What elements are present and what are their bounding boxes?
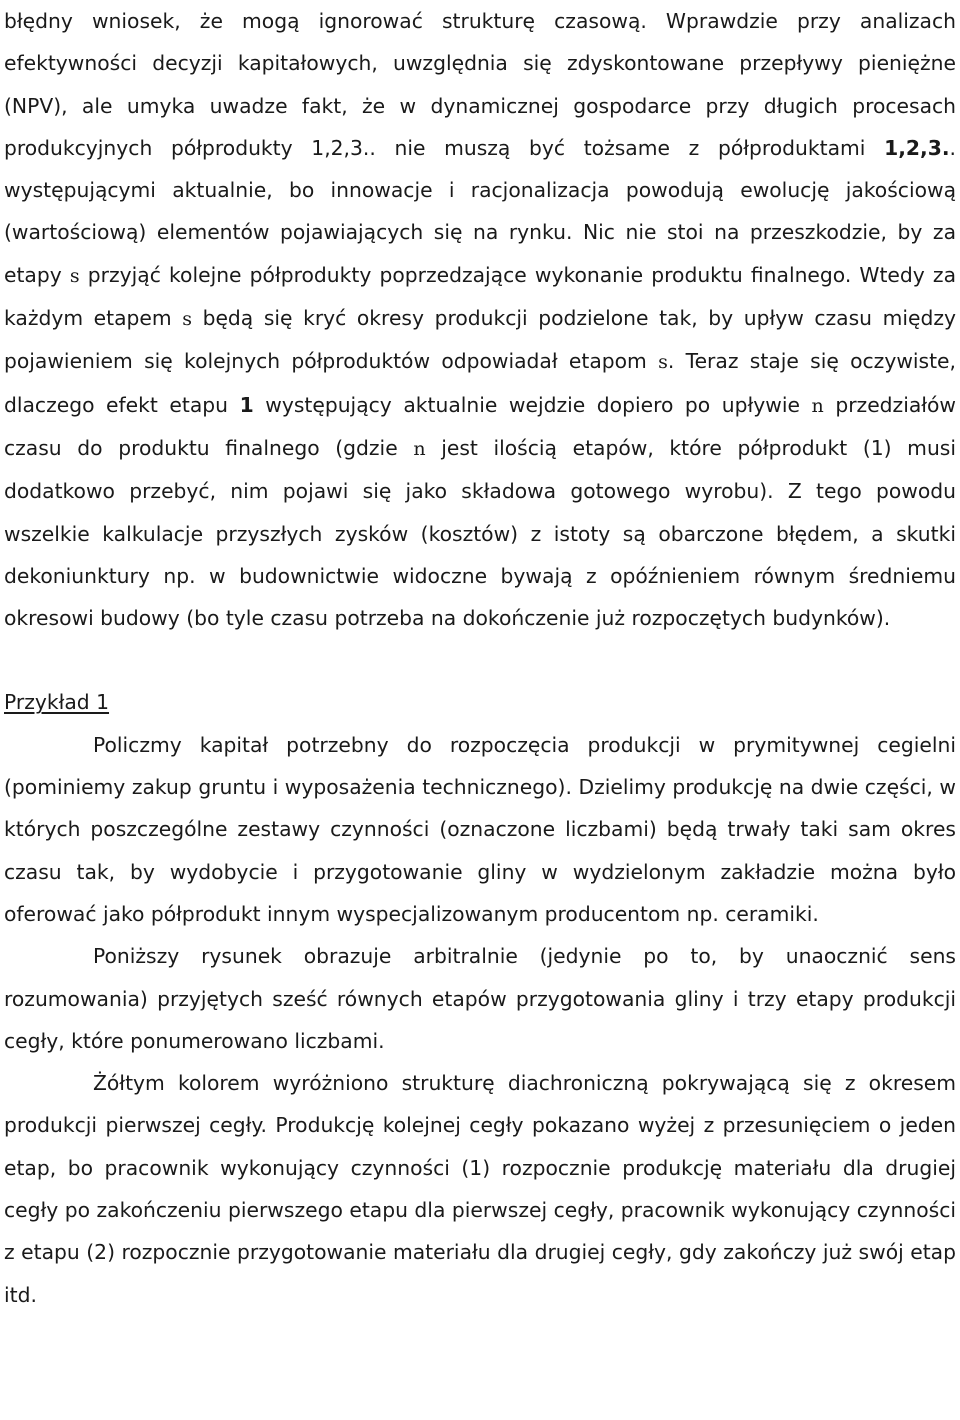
text-run: przedziałów czasu do produktu finalnego (gdzie: [4, 392, 957, 460]
text-run: . Teraz staje się oczywiste, dlaczego efekt etapu: [4, 349, 956, 417]
variable-s: s: [69, 264, 80, 287]
bold-text: 1,2,3.: [884, 135, 950, 160]
text-run: występujący aktualnie wejdzie dopiero po upływie: [253, 392, 812, 417]
text-run: . występującymi aktualnie, bo innowacje i racjonalizacja powodują ewolucję jakościową (wartościową) elementów pojawiających się na rynku. Nic nie stoi na przeszkodzie, by za etapy: [4, 135, 956, 287]
variable-n: n: [413, 437, 426, 460]
text-run: przyjąć kolejne półprodukty poprzedzające wykonanie produktu finalnego. Wtedy za każdym etapem: [4, 262, 957, 331]
text-run: jest ilością etapów, które półprodukt (1) musi dodatkowo przebyć, nim pojawi się jako składowa gotowego wyrobu). Z tego powodu wszelkie kalkulacje przyszłych zysków (kosztów) z istoty są obarczone błędem, a skutki dekoniunktury np. w budownictwie widoczne bywają z opóźnieniem równym średniemu okresowi budowy (bo tyle czasu potrzeba na dokończenie już rozpoczętych budynków).: [4, 435, 956, 631]
paragraph-figure-description: Poniższy rysunek obrazuje arbitralnie (jedynie po to, by unaocznić sens rozumowania) przyjętych sześć równych etapów przygotowania gliny i trzy etapy produkcji cegły, które ponumerowano liczbami.: [4, 944, 956, 1053]
paragraph-diachronic-structure: Żółtym kolorem wyróżniono strukturę diachroniczną pokrywającą się z okresem produkcji pierwszej cegły. Produkcję kolejnej cegły pokazano wyżej z przesunięciem o jeden etap, bo pracownik wykonujący czynności (1) rozpocznie produkcję materiału dla drugiej cegły po zakończeniu pierwszego etapu dla pierwszej cegły, pracownik wykonujący czynności z etapu (2) rozpocznie przygotowanie materiału dla drugiej cegły, gdy zakończy już swój etap itd.: [4, 1071, 956, 1307]
paragraph-example-intro: Policzmy kapitał potrzebny do rozpoczęcia produkcji w prymitywnej cegielni (pominiemy zakup gruntu i wyposażenia technicznego). Dzielimy produkcję na dwie części, w których poszczególne zestawy czynności (oznaczone liczbami) będą trwały taki sam okres czasu tak, by wydobycie i przygotowanie gliny w wydzielonym zakładzie można było oferować jako półprodukt innym wyspecjalizowanym producentom np. ceramiki.: [4, 732, 956, 926]
spacer: [4, 639, 956, 681]
text-run: będą się kryć okresy produkcji podzielone tak, by upływ czasu między pojawieniem się kolejnych półproduktów odpowiadał etapom: [4, 306, 956, 374]
paragraph-time-structure: [4, 0, 956, 639]
variable-s: s: [182, 308, 192, 331]
bold-text: 1: [239, 392, 254, 417]
document-page: [4, 0, 956, 1316]
text-run: błędny wniosek, że mogą ignorować strukturę czasową. Wprawdzie przy analizach efektywności decyzji kapitałowych, uwzględnia się zdyskontowane przepływy pieniężne (NPV), ale umyka uwadze fakt, że w dynamicznej gospodarce przy długich procesach produkcyjnych półprodukty 1,2,3.. nie muszą być tożsame z półproduktami: [4, 9, 956, 160]
variable-s: s: [658, 351, 668, 374]
variable-n: n: [811, 394, 824, 417]
example-heading: Przykład 1: [4, 690, 110, 715]
